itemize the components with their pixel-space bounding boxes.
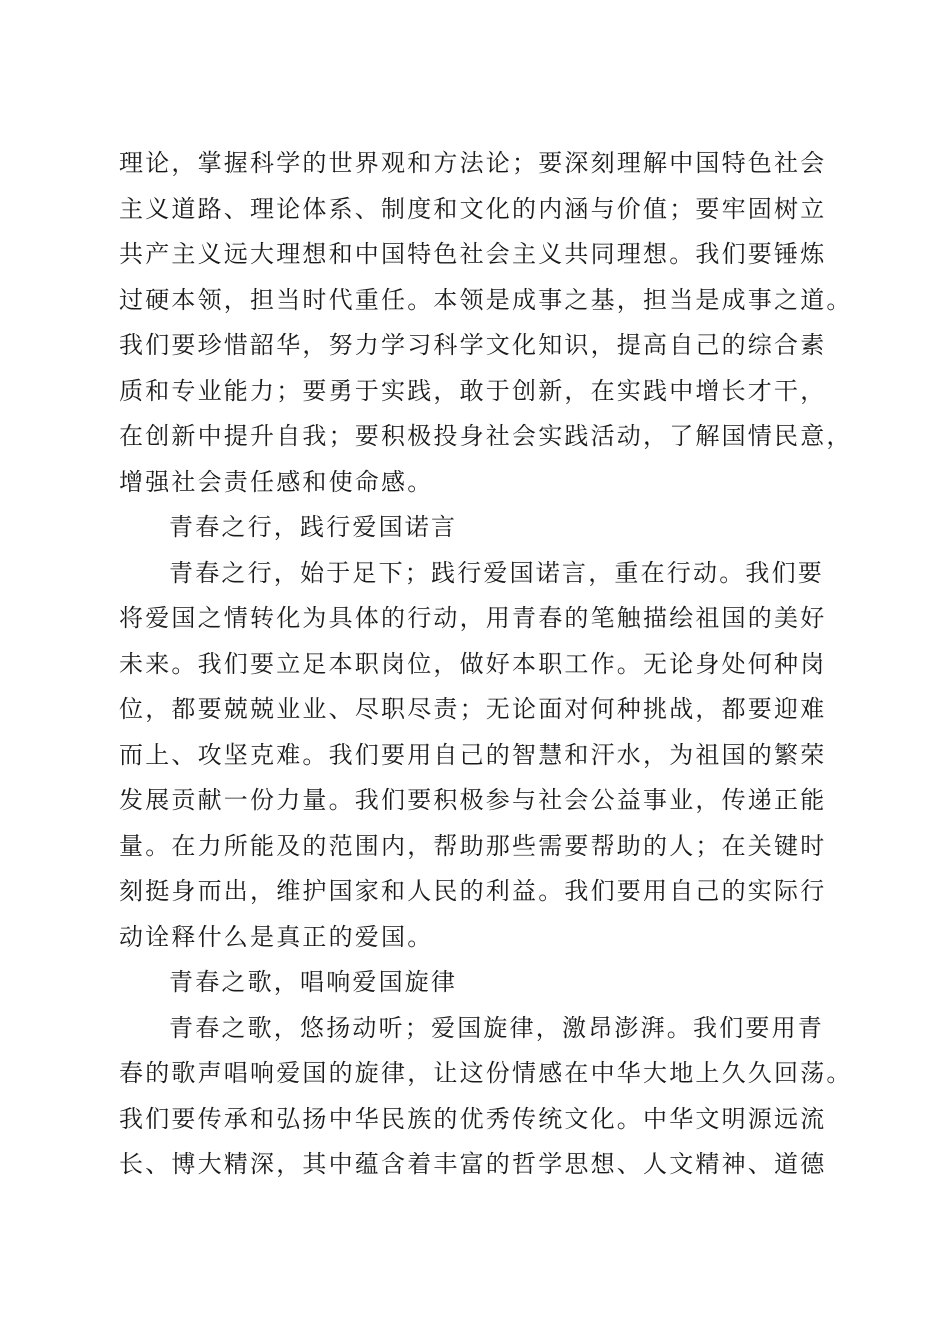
text-line: 理论，掌握科学的世界观和方法论；要深刻理解中国特色社会 — [119, 149, 827, 177]
text-line: 将爱国之情转化为具体的行动，用青春的笔触描绘祖国的美好 — [119, 604, 827, 632]
text-line: 而上、攻坚克难。我们要用自己的智慧和汗水，为祖国的繁荣 — [119, 740, 827, 769]
section-heading: 青春之歌，唱响爱国旋律 — [169, 968, 458, 996]
text-line: 共产主义远大理想和中国特色社会主义共同理想。我们要锤炼 — [119, 240, 827, 268]
text-line: 位，都要兢兢业业、尽职尽责；无论面对何种挑战，都要迎难 — [119, 695, 827, 723]
text-line: 我们要传承和弘扬中华民族的优秀传统文化。中华文明源远流 — [119, 1104, 827, 1133]
text-line: 量。在力所能及的范围内，帮助那些需要帮助的人；在关键时 — [119, 831, 827, 860]
paragraph-first-line: 青春之行，始于足下；践行爱国诺言，重在行动。我们要 — [169, 558, 824, 587]
paragraph-first-line: 青春之歌，悠扬动听；爱国旋律，激昂澎湃。我们要用青 — [169, 1013, 824, 1042]
text-line: 长、博大精深，其中蕴含着丰富的哲学思想、人文精神、道德 — [119, 1150, 827, 1178]
text-line: 发展贡献一份力量。我们要积极参与社会公益事业，传递正能 — [119, 786, 827, 814]
text-line: 春的歌声唱响爱国的旋律，让这份情感在中华大地上久久回荡。 — [119, 1059, 853, 1087]
text-line: 主义道路、理论体系、制度和文化的内涵与价值；要牢固树立 — [119, 194, 827, 223]
text-line: 过硬本领，担当时代重任。本领是成事之基，担当是成事之道。 — [119, 285, 853, 314]
section-heading: 青春之行，践行爱国诺言 — [169, 513, 458, 541]
text-line: 未来。我们要立足本职岗位，做好本职工作。无论身处何种岗 — [119, 649, 827, 678]
text-line: 刻挺身而出，维护国家和人民的利益。我们要用自己的实际行 — [119, 877, 827, 905]
text-line: 质和专业能力；要勇于实践，敢于创新，在实践中增长才干， — [119, 376, 827, 405]
text-line: 增强社会责任感和使命感。 — [119, 467, 434, 496]
text-line: 动诠释什么是真正的爱国。 — [119, 922, 434, 951]
text-line: 我们要珍惜韶华，努力学习科学文化知识，提高自己的综合素 — [119, 331, 827, 359]
text-line: 在创新中提升自我；要积极投身社会实践活动，了解国情民意， — [119, 422, 853, 450]
body-text — [119, 141, 853, 1188]
